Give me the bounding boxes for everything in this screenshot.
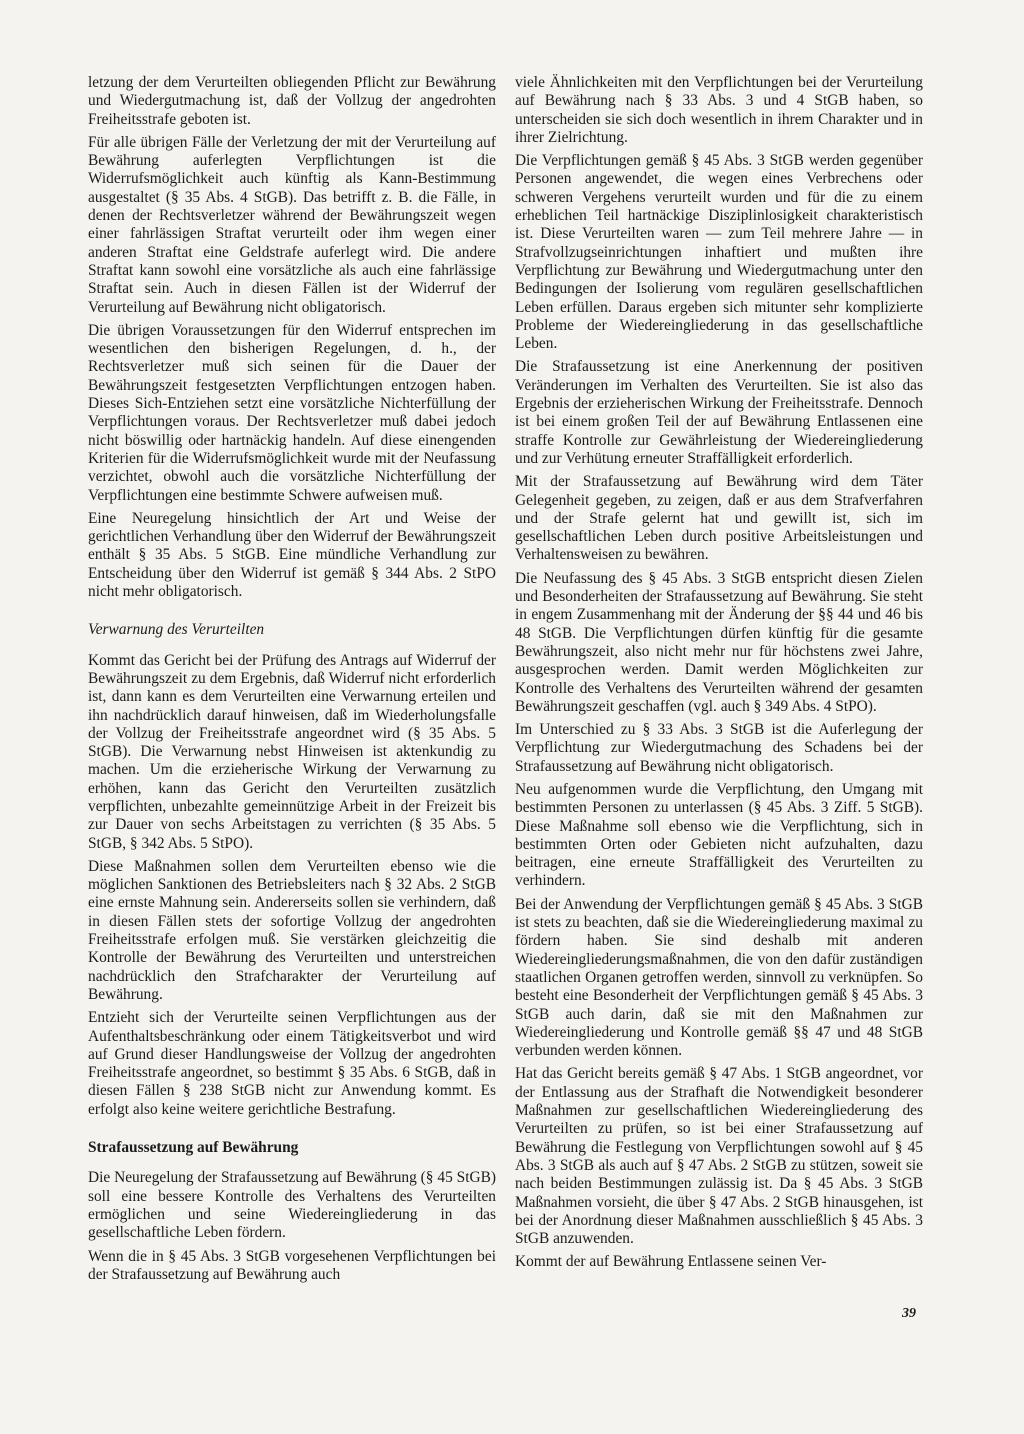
paragraph: Mit der Strafaussetzung auf Bewährung wird dem Täter Gelegenheit gegeben, zu zeigen, daß er aus dem Strafverfahren und der Strafe gelernt hat und gewillt ist, sich im gesellschaftlichen Leben durch positive Arbeitsleistungen und Verhaltensweisen zu bewähren. — [515, 473, 923, 564]
paragraph: Eine Neuregelung hinsichtlich der Art und Weise der gerichtlichen Verhandlung über den Widerruf der Bewährungszeit enthält § 35 Abs. 5 StGB. Eine mündliche Verhandlung zur Entscheidung über den Widerruf ist gemäß § 344 Abs. 2 StPO nicht mehr obligatorisch. — [88, 509, 496, 601]
paragraph: Neu aufgenommen wurde die Verpflichtung, den Umgang mit bestimmten Personen zu unterlassen (§ 45 Abs. 3 Ziff. 5 StGB). Diese Maßnahme soll ebenso wie die Verpflichtung, sich in bestimmten Orten oder Gebieten nicht aufzuhalten, dazu beitragen, eine erneute Straffälligkeit des Verurteilten zu verhindern. — [515, 780, 923, 890]
paragraph: Die übrigen Voraussetzungen für den Widerruf entsprechen im wesentlichen den bisherigen Regelungen, d. h., der Rechtsverletzer muß sich seinen für die Dauer der Bewährungszeit festgesetzten Verpflichtungen entzogen haben. Dieses Sich-Entziehen setzt eine vorsätzliche Nichterfüllung der Verpflichtungen voraus. Der Rechtsverletzer muß dabei jedoch nicht böswillig oder hartnäckig handeln. Auf diese einengenden Kriterien für die Widerrufsmöglichkeit wurde mit der Neufassung verzichtet, obwohl auch die vorsätzliche Nichterfüllung der Verpflichtungen eine bestimmte Schwere aufweisen muß. — [88, 321, 496, 504]
paragraph: Im Unterschied zu § 33 Abs. 3 StGB ist die Auferlegung der Verpflichtung zur Wiedergutmachung des Schadens bei der Strafaussetzung auf Bewährung nicht obligatorisch. — [515, 721, 923, 775]
section-heading: Verwarnung des Verurteilten — [88, 621, 265, 639]
paragraph: Bei der Anwendung der Verpflichtungen gemäß § 45 Abs. 3 StGB ist stets zu beachten, daß sie die Wiedereingliederung maximal zu fördern haben. Sie sind deshalb mit anderen Wiedereingliederungsmaßnahmen, die von den dafür zuständigen staatlichen Organen getroffen werden, sinnvoll zu verknüpfen. So besteht eine Besonderheit der Verpflichtungen gemäß § 45 Abs. 3 StGB auch darin, daß sie mit den Maßnahmen zur Wiedereingliederung und Kontrolle gemäß §§ 47 und 48 StGB verbunden werden können. — [515, 895, 923, 1060]
paragraph: Kommt der auf Bewährung Entlassene seinen Ver- — [515, 1253, 827, 1271]
paragraph: Wenn die in § 45 Abs. 3 StGB vorgesehenen Verpflichtungen bei der Strafaussetzung auf Bewährung auch — [88, 1247, 496, 1283]
paragraph: viele Ähnlichkeiten mit den Verpflichtungen bei der Verurteilung auf Bewährung nach § 33 Abs. 3 und 4 StGB haben, so unterscheiden sie sich doch wesentlich in ihrem Charakter und in ihrer Zielrichtung. — [515, 74, 923, 146]
right-column — [515, 74, 923, 1277]
paragraph: Die Neuregelung der Strafaussetzung auf Bewährung (§ 45 StGB) soll eine bessere Kontrolle des Verhaltens des Verurteilten ermöglichen und seine Wiedereingliederung in das gesellschaftliche Leben fördern. — [88, 1169, 496, 1242]
paragraph: Kommt das Gericht bei der Prüfung des Antrags auf Widerruf der Bewährungszeit zu dem Ergebnis, daß Widerruf nicht erforderlich ist, dann kann es dem Verurteilten eine Verwarnung erteilen und ihn nachdrücklich darauf hinweisen, daß im Wiederholungsfalle der Vollzug der Freiheitsstrafe angeordnet wird (§ 35 Abs. 5 StGB). Die Verwarnung nebst Hinweisen ist aktenkundig zu machen. Um die erzieherische Wirkung der Verwarnung zu erhöhen, kann das Gericht den Verurteilten zusätzlich verpflichten, unbezahlte gemeinnützige Arbeit in der Freizeit bis zur Dauer von sechs Arbeitstagen zu verrichten (§ 35 Abs. 5 StGB, § 342 Abs. 5 StPO). — [88, 651, 496, 852]
paragraph: Die Strafaussetzung ist eine Anerkennung der positiven Veränderungen im Verhalten des Verurteilten. Sie ist also das Ergebnis der erzieherischen Wirkung der Freiheitsstrafe. Dennoch ist bei einem großen Teil der auf Bewährung Entlassenen eine straffe Kontrolle zur Gewährleistung der Wiedereingliederung und zur Verhütung erneuter Straffälligkeit erforderlich. — [515, 358, 923, 467]
paragraph: Entzieht sich der Verurteilte seinen Verpflichtungen aus der Aufenthaltsbeschränkung oder einem Tätigkeitsverbot und wird auf Grund dieser Handlungsweise der Vollzug der angedrohten Freiheitsstrafe angeordnet, so bestimmt § 35 Abs. 6 StGB, daß in diesen Fällen § 238 StGB nicht zur Anwendung kommt. Es erfolgt also keine weitere gerichtliche Bestrafung. — [88, 1009, 496, 1118]
section-heading: Strafaussetzung auf Bewährung — [88, 1139, 299, 1157]
paragraph: Für alle übrigen Fälle der Verletzung der mit der Verurteilung auf Bewährung auferlegten Verpflichtungen ist die Widerrufsmöglichkeit auch künftig als Kann-Bestimmung ausgestaltet (§ 35 Abs. 4 StGB). Das betrifft z. B. die Fälle, in denen der Rechtsverletzer während der Bewährungszeit wegen einer fahrlässigen Straftat verurteilt oder ihm wegen einer anderen Straftat eine Geldstrafe auferlegt wird. Die andere Straftat kann sowohl eine vorsätzliche als auch eine fahrlässige Straftat sein. Auch in diesen Fällen ist der Widerruf der Verurteilung auf Bewährung nicht obligatorisch. — [88, 133, 496, 316]
page-number: 39 — [902, 1306, 916, 1321]
paragraph: Die Verpflichtungen gemäß § 45 Abs. 3 StGB werden gegenüber Personen angewendet, die wegen eines Verbrechens oder schweren Vergehens verurteilt wurden und für die zu einem erheblichen Teil hartnäckige Disziplinlosigkeit charakteristisch ist. Diese Verurteilten waren — zum Teil mehrere Jahre — in Strafvollzugseinrichtungen inhaftiert und mußten ihre Verpflichtung zur Bewährung und Wiedergutmachung unter den Bedingungen der Isolierung vom regulären gesellschaftlichen Leben erfüllen. Daraus ergeben sich mitunter sehr komplizierte Probleme der Wiedereingliederung in das gesellschaftliche Leben. — [515, 152, 923, 353]
paragraph: Die Neufassung des § 45 Abs. 3 StGB entspricht diesen Zielen und Besonderheiten der Strafaussetzung auf Bewährung. Sie steht in engem Zusammenhang mit der Änderung der §§ 44 und 46 bis 48 StGB. Die Verpflichtungen dürfen künftig für die gesamte Bewährungszeit, also nicht mehr nur für höchstens zwei Jahre, ausgesprochen werden. Damit werden Möglichkeiten zur Kontrolle des Verhaltens des Verurteilten während der gesamten Bewährungszeit geschaffen (vgl. auch § 349 Abs. 4 StPO). — [515, 569, 923, 715]
paragraph: Hat das Gericht bereits gemäß § 47 Abs. 1 StGB angeordnet, vor der Entlassung aus der Strafhaft die Notwendigkeit besonderer Maßnahmen zur gesellschaftlichen Wiedereingliederung des Verurteilten zu prüfen, so ist bei einer Strafaussetzung auf Bewährung die Festlegung von Verpflichtungen sowohl auf § 45 Abs. 3 StGB als auch auf § 47 Abs. 2 StGB zu stützen, soweit sie nach beiden Bestimmungen zulässig ist. Da § 45 Abs. 3 StGB Maßnahmen vorsieht, die über § 47 Abs. 2 StGB hinausgehen, ist bei der Anordnung dieser Maßnahmen ausschließlich § 45 Abs. 3 StGB anzuwenden. — [515, 1065, 923, 1248]
left-column — [88, 74, 496, 1289]
paragraph: letzung der dem Verurteilten obliegenden Pflicht zur Bewährung und Wiedergutmachung ist, daß der Vollzug der angedrohten Freiheitsstrafe geboten ist. — [88, 74, 496, 128]
paragraph: Diese Maßnahmen sollen dem Verurteilten ebenso wie die möglichen Sanktionen des Betriebsleiters nach § 32 Abs. 2 StGB eine ernste Mahnung sein. Andererseits sollen sie verhindern, daß in diesen Fällen stets der sofortige Vollzug der angedrohten Freiheitsstrafe erfolgen muß. Sie verstärken gleichzeitig die Kontrolle der Bewährung des Verurteilten und unterstreichen nachdrücklich den Strafcharakter der Verurteilung auf Bewährung. — [88, 857, 496, 1003]
